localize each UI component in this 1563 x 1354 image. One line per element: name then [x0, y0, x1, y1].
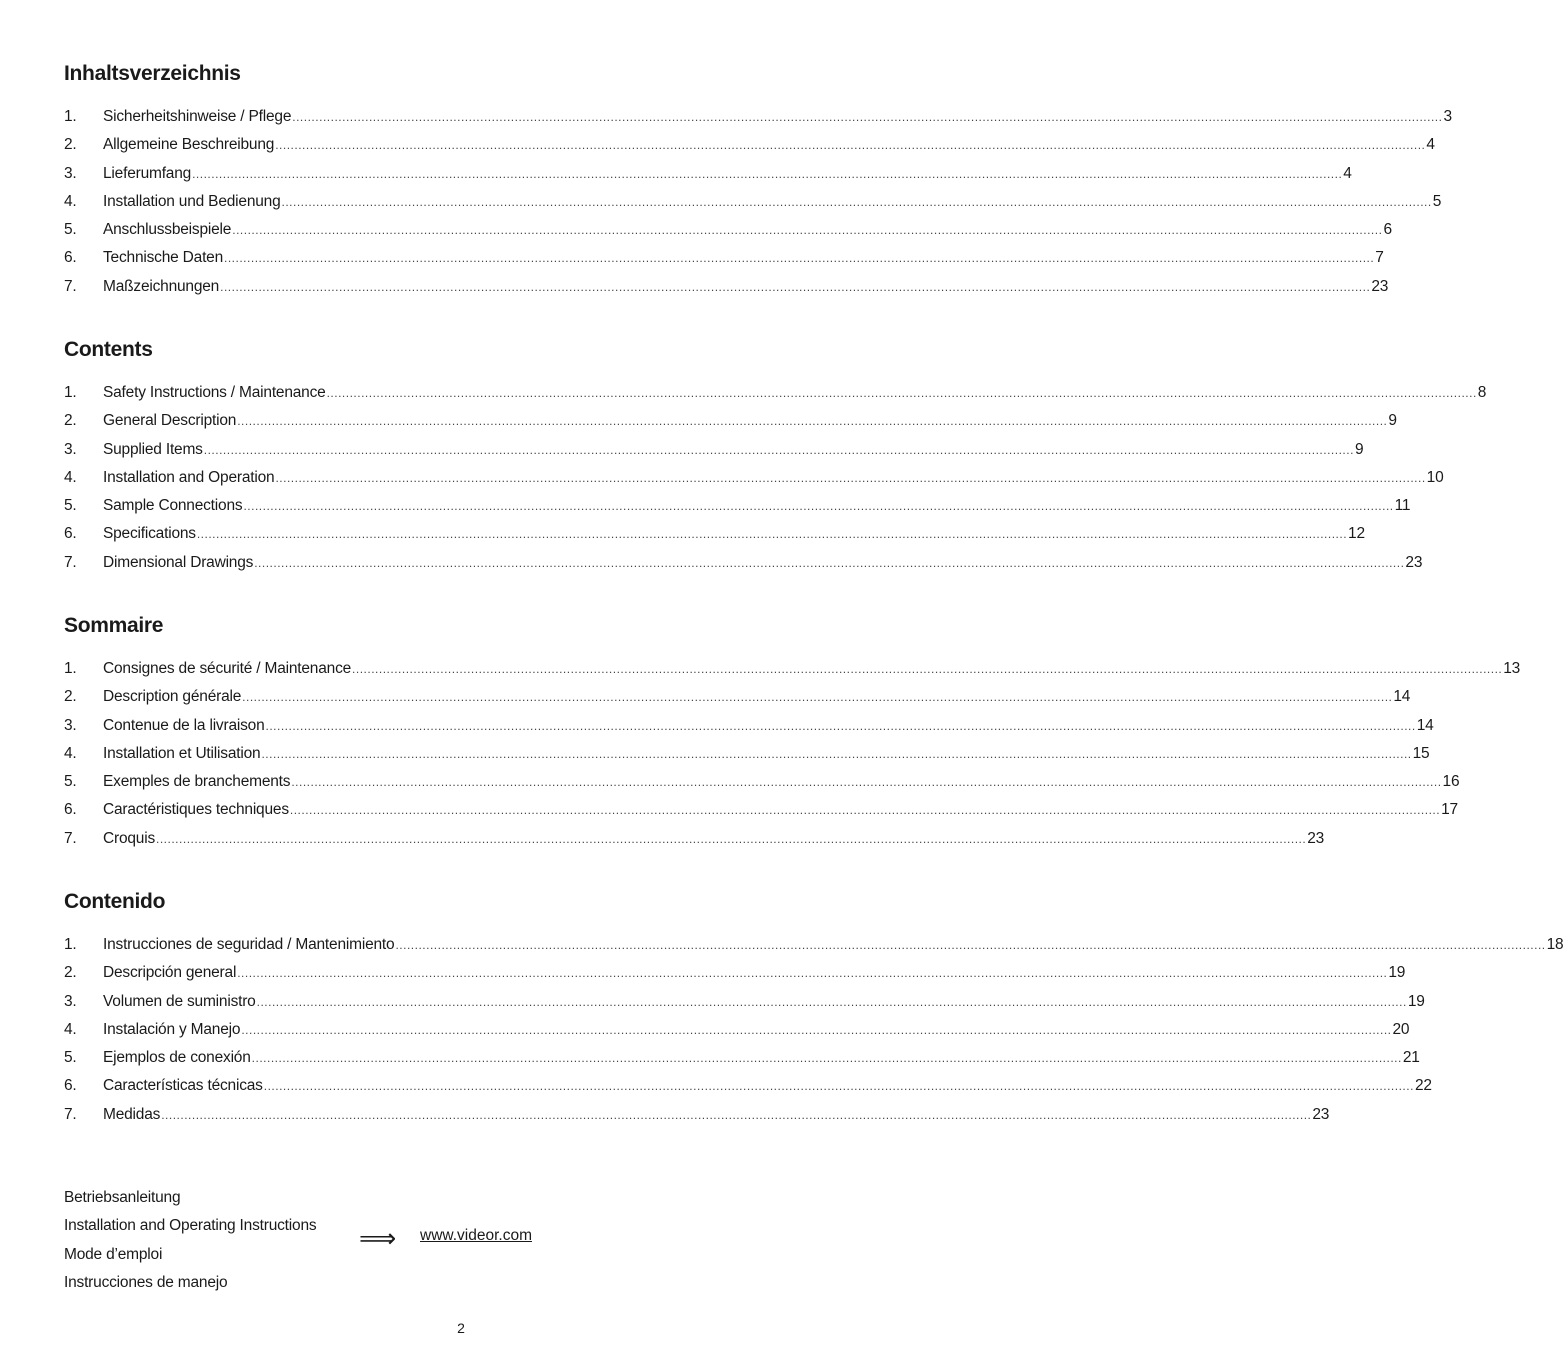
- toc-entry[interactable]: [64, 273, 1389, 301]
- dot-leader: ............................................................................................................................................................................................................................................................................................................: [220, 279, 1371, 294]
- dot-leader: ............................................................................................................................................................................................................................................................................................................: [265, 718, 1416, 733]
- toc-entry-number: 3.: [64, 716, 77, 734]
- toc-list: [64, 931, 1563, 1129]
- toc-entry[interactable]: [64, 768, 1460, 796]
- toc-entry-number: 2.: [64, 688, 77, 706]
- dot-leader: ............................................................................................................................................................................................................................................................................................................: [241, 1022, 1392, 1037]
- toc-entry-page: 10: [1426, 468, 1444, 486]
- toc-entry-number: 2.: [64, 136, 77, 154]
- dot-leader: ............................................................................................................................................................................................................................................................................................................: [326, 386, 1477, 400]
- dot-leader: ............................................................................................................................................................................................................................................................................................................: [243, 499, 1394, 514]
- dot-leader: ............................................................................................................................................................................................................................................................................................................: [275, 470, 1426, 485]
- toc-entry-page: 7: [1375, 249, 1384, 267]
- toc-section-es: [64, 887, 1563, 1123]
- toc-entry-number: 1.: [64, 660, 77, 677]
- toc-entry-title: Contenue de la livraison: [103, 716, 265, 734]
- manual-links-block: [64, 1184, 856, 1304]
- toc-entry-title: Consignes de sécurité / Maintenance: [103, 660, 352, 677]
- toc-entry-page: 21: [1402, 1049, 1420, 1067]
- toc-entry-title: Supplied Items: [103, 440, 203, 458]
- toc-entry-number: 7.: [64, 553, 77, 571]
- toc-entry-page: 22: [1414, 1077, 1432, 1095]
- toc-entry-title: Exemples de branchements: [103, 773, 291, 791]
- toc-entry-page: 8: [1477, 384, 1487, 401]
- toc-entry[interactable]: [64, 131, 1435, 159]
- section-heading: Contenido: [64, 890, 166, 913]
- toc-entry-title: Ejemplos de conexión: [103, 1049, 251, 1067]
- toc-entry[interactable]: [64, 436, 1364, 464]
- toc-entry-page: 15: [1412, 744, 1430, 762]
- toc-entry[interactable]: [64, 492, 1411, 520]
- toc-entry-page: 20: [1392, 1020, 1410, 1038]
- dot-leader: ............................................................................................................................................................................................................................................................................................................: [291, 775, 1442, 790]
- toc-entry[interactable]: [64, 1101, 1330, 1129]
- toc-entry-title: Sicherheitshinweise / Pflege: [103, 108, 292, 125]
- toc-entry-page: 9: [1354, 440, 1364, 458]
- dot-leader: ............................................................................................................................................................................................................................................................................................................: [196, 527, 1348, 542]
- toc-entry-title: Description générale: [103, 688, 242, 706]
- toc-entry-page: 9: [1388, 412, 1397, 430]
- toc-entry-number: 4.: [64, 192, 77, 210]
- toc-entry-number: 6.: [64, 525, 77, 543]
- toc-entry[interactable]: [64, 825, 1325, 853]
- dot-leader: ............................................................................................................................................................................................................................................................................................................: [251, 1051, 1402, 1066]
- toc-list: [64, 655, 1521, 853]
- toc-entry[interactable]: [64, 1016, 1410, 1044]
- dot-leader: ............................................................................................................................................................................................................................................................................................................: [254, 555, 1405, 570]
- toc-entry-title: Installation et Utilisation: [103, 744, 261, 762]
- toc-entry[interactable]: [64, 549, 1423, 577]
- toc-entry-page: 18: [1546, 936, 1563, 953]
- toc-entry[interactable]: [64, 160, 1352, 188]
- dot-leader: ............................................................................................................................................................................................................................................................................................................: [395, 938, 1546, 952]
- toc-entry-page: 23: [1371, 277, 1389, 295]
- dot-leader: ............................................................................................................................................................................................................................................................................................................: [237, 966, 1388, 981]
- doc-title-en: Installation and Operating Instructions: [64, 1217, 317, 1235]
- section-heading: Inhaltsverzeichnis: [64, 62, 241, 85]
- toc-entry[interactable]: [64, 188, 1442, 216]
- dot-leader: ............................................................................................................................................................................................................................................................................................................: [237, 414, 1388, 429]
- toc-entry-number: 3.: [64, 992, 77, 1010]
- toc-entry-page: 14: [1416, 716, 1434, 734]
- toc-entry-page: 19: [1388, 964, 1406, 982]
- dot-leader: ............................................................................................................................................................................................................................................................................................................: [275, 138, 1426, 153]
- dot-leader: ............................................................................................................................................................................................................................................................................................................: [261, 746, 1412, 761]
- toc-entry-title: Technische Daten: [103, 249, 224, 267]
- toc-entry-title: Descripción general: [103, 964, 237, 982]
- section-heading: Sommaire: [64, 614, 164, 637]
- toc-entry-title: Maßzeichnungen: [103, 277, 220, 295]
- toc-entry[interactable]: [64, 464, 1444, 492]
- double-arrow-icon: ⟹: [359, 1223, 397, 1253]
- toc-entry-title: Safety Instructions / Maintenance: [103, 384, 326, 401]
- toc-entry-title: Specifications: [103, 525, 196, 543]
- dot-leader: ............................................................................................................................................................................................................................................................................................................: [256, 994, 1407, 1009]
- toc-entry-title: Lieferumfang: [103, 164, 192, 182]
- dot-leader: ............................................................................................................................................................................................................................................................................................................: [242, 690, 1393, 705]
- toc-entry-number: 7.: [64, 829, 77, 847]
- toc-entry[interactable]: [64, 407, 1397, 435]
- toc-entry-number: 4.: [64, 744, 77, 762]
- toc-entry-page: 6: [1383, 221, 1392, 239]
- toc-entry-page: 23: [1312, 1105, 1330, 1123]
- toc-entry[interactable]: [64, 740, 1430, 768]
- toc-section-de: [64, 59, 1452, 295]
- toc-entry-number: 3.: [64, 164, 77, 182]
- toc-entry[interactable]: [64, 655, 1521, 683]
- toc-entry-title: Installation und Bedienung: [103, 192, 281, 210]
- toc-entry-page: 3: [1443, 108, 1452, 125]
- doc-title-de: Betriebsanleitung: [64, 1189, 181, 1206]
- toc-entry-page: 14: [1393, 688, 1411, 706]
- toc-entry-page: 5: [1432, 192, 1442, 210]
- toc-entry-number: 2.: [64, 964, 77, 982]
- toc-entry-page: 12: [1348, 525, 1365, 543]
- toc-entry-number: 6.: [64, 801, 77, 819]
- doc-title-es: Instrucciones de manejo: [64, 1273, 228, 1291]
- toc-entry-number: 5.: [64, 221, 77, 239]
- toc-entry-title: Caractéristiques techniques: [103, 801, 289, 819]
- toc-list: [64, 103, 1452, 301]
- toc-entry-number: 3.: [64, 440, 77, 458]
- dot-leader: ............................................................................................................................................................................................................................................................................................................: [192, 166, 1343, 181]
- toc-entry-page: 17: [1441, 801, 1458, 819]
- toc-entry[interactable]: [64, 959, 1406, 987]
- toc-section-en: [64, 335, 1487, 571]
- toc-entry-page: 11: [1394, 497, 1411, 515]
- toc-entry-title: Allgemeine Beschreibung: [103, 136, 275, 154]
- dot-leader: ............................................................................................................................................................................................................................................................................................................: [224, 251, 1375, 266]
- toc-entry[interactable]: [64, 216, 1392, 244]
- toc-entry[interactable]: [64, 379, 1487, 407]
- toc-entry-page: 19: [1407, 992, 1425, 1010]
- toc-entry-page: 13: [1503, 660, 1521, 677]
- toc-entry[interactable]: [64, 1044, 1420, 1072]
- toc-entry-number: 5.: [64, 1049, 77, 1067]
- toc-entry-title: Croquis: [103, 829, 156, 847]
- toc-entry[interactable]: [64, 520, 1365, 548]
- toc-entry-number: 4.: [64, 1020, 77, 1038]
- toc-entry-page: 16: [1442, 773, 1460, 791]
- dot-leader: ............................................................................................................................................................................................................................................................................................................: [156, 831, 1307, 846]
- toc-entry[interactable]: [64, 988, 1425, 1016]
- toc-entry-title: Instalación y Manejo: [103, 1020, 241, 1038]
- toc-entry-page: 23: [1405, 553, 1423, 571]
- doc-title-fr: Mode d’emploi: [64, 1245, 163, 1263]
- toc-entry-number: 4.: [64, 468, 77, 486]
- dot-leader: ............................................................................................................................................................................................................................................................................................................: [352, 662, 1503, 676]
- page-number: 2: [457, 1320, 465, 1336]
- toc-entry-number: 6.: [64, 249, 77, 267]
- toc-entry-number: 6.: [64, 1077, 77, 1095]
- toc-entry-number: 7.: [64, 1105, 77, 1123]
- dot-leader: ............................................................................................................................................................................................................................................................................................................: [292, 110, 1443, 124]
- dot-leader: ............................................................................................................................................................................................................................................................................................................: [281, 194, 1432, 209]
- toc-list: [64, 379, 1487, 577]
- toc-entry-title: Sample Connections: [103, 497, 243, 515]
- doc-titles: [64, 1184, 316, 1297]
- toc-section-fr: [64, 611, 1521, 847]
- toc-entry-number: 2.: [64, 412, 77, 430]
- dot-leader: ............................................................................................................................................................................................................................................................................................................: [263, 1079, 1414, 1094]
- toc-entry-page: 23: [1307, 829, 1325, 847]
- toc-entry-number: 1.: [64, 936, 77, 953]
- toc-entry-title: Medidas: [103, 1105, 161, 1123]
- section-heading: Contents: [64, 338, 153, 361]
- toc-entry-page: 4: [1343, 164, 1352, 182]
- toc-entry[interactable]: [64, 796, 1458, 824]
- toc-entry-title: Dimensional Drawings: [103, 553, 254, 571]
- toc-entry[interactable]: [64, 712, 1434, 740]
- toc-entry-title: General Description: [103, 412, 237, 430]
- toc-entry-page: 4: [1426, 136, 1435, 154]
- dot-leader: ............................................................................................................................................................................................................................................................................................................: [203, 442, 1354, 457]
- toc-entry-number: 5.: [64, 497, 77, 515]
- dot-leader: ............................................................................................................................................................................................................................................................................................................: [232, 223, 1383, 238]
- toc-entry-number: 5.: [64, 773, 77, 791]
- toc-entry-title: Installation and Operation: [103, 468, 275, 486]
- toc-entry[interactable]: [64, 683, 1411, 711]
- toc-entry-number: 7.: [64, 277, 77, 295]
- toc-entry[interactable]: [64, 1072, 1432, 1100]
- toc-entry[interactable]: [64, 931, 1563, 959]
- dot-leader: ............................................................................................................................................................................................................................................................................................................: [161, 1107, 1312, 1122]
- website-link[interactable]: www.videor.com: [420, 1227, 532, 1244]
- toc-entry-number: 1.: [64, 384, 77, 401]
- toc-entry[interactable]: [64, 244, 1384, 272]
- dot-leader: ............................................................................................................................................................................................................................................................................................................: [289, 803, 1441, 818]
- toc-entry-title: Anschlussbeispiele: [103, 221, 232, 239]
- toc-entry-title: Características técnicas: [103, 1077, 263, 1095]
- toc-entry[interactable]: [64, 103, 1452, 131]
- toc-entry-title: Volumen de suministro: [103, 992, 256, 1010]
- toc-entry-number: 1.: [64, 108, 77, 125]
- toc-entry-title: Instrucciones de seguridad / Mantenimiento: [103, 936, 395, 953]
